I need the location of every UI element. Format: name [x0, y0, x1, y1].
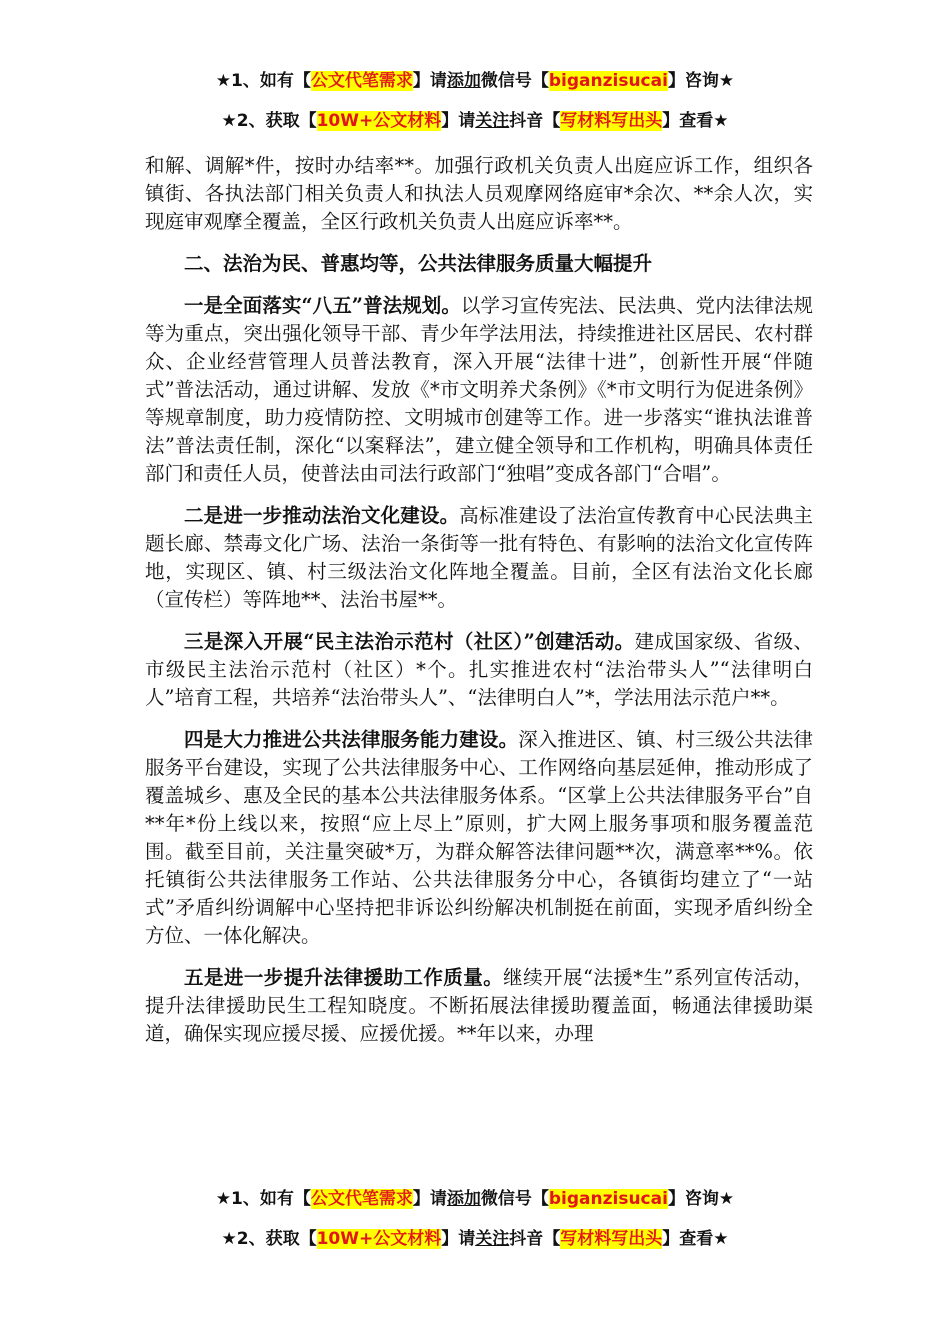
paragraph-continued: 和解、调解*件，按时办结率**。加强行政机关负责人出庭应诉工作，组织各镇街、各执法部门相关负责人和执法人员观摩网络庭审*余次、**余人次，实现庭审观摩全覆盖，全区行政机关负责人出庭应诉率**。 [145, 154, 813, 233]
banner-text: 】请 [412, 1189, 447, 1209]
banner-text: 】请 [412, 71, 447, 91]
item-text: 继续开展“法援*生”系列宣传活动，提升法律援助民生工程知晓度。不断拓展法律援助覆盖面，畅通法律援助渠道，确保实现应援尽援、应援优援。**年以来，办理 [145, 966, 813, 1045]
banner-text: 】查看★ [662, 111, 729, 131]
footer-banner-line-1 [0, 1186, 950, 1212]
item-text: 高标准建设了法治宣传教育中心民法典主题长廊、禁毒文化广场、法治一条街等一批有特色、有影响的法治文化宣传阵地，实现区、镇、村三级法治文化阵地全覆盖。目前，全区有法治文化长廊（宣传栏）等阵地**、法治书屋**。 [145, 504, 813, 611]
paragraph-item-3 [145, 628, 813, 712]
underlined-follow: 关注 [475, 1229, 510, 1249]
highlight-writing-service: 公文代笔需求 [310, 1189, 413, 1209]
underlined-add: 添加 [446, 1189, 481, 1209]
banner-text: 】请 [441, 111, 476, 131]
highlight-writing-service: 公文代笔需求 [310, 71, 413, 91]
underlined-add: 添加 [446, 71, 481, 91]
section-heading: 二、法治为民、普惠均等，公共法律服务质量大幅提升 [184, 252, 653, 275]
item-lead: 二是进一步推动法治文化建设。 [184, 504, 460, 527]
item-text: 建成国家级、省级、市级民主法治示范村（社区）*个。扎实推进农村“法治带头人”“法律明白人”培育工程，共培养“法治带头人”、“法律明白人”*，学法用法示范户**。 [145, 630, 813, 709]
header-banner-line-1 [0, 68, 950, 94]
paragraph-item-5 [145, 964, 813, 1048]
banner-text: 抖音【 [509, 1229, 561, 1249]
banner-text: ★2、获取【 [221, 1229, 317, 1249]
banner-text: 微信号【 [480, 71, 549, 91]
document-body [145, 152, 813, 1062]
banner-text: ★1、如有【 [215, 71, 311, 91]
banner-text: 微信号【 [480, 1189, 549, 1209]
footer-banner-line-2 [0, 1226, 950, 1252]
banner-text: ★2、获取【 [221, 111, 317, 131]
item-text: 以学习宣传宪法、民法典、党内法律法规等为重点，突出强化领导干部、青少年学法用法，持续推进社区居民、农村群众、企业经营管理人员普法教育，深入开展“法律十进”，创新性开展“伴随式”普法活动，通过讲解、发放《*市文明养犬条例》《*市文明行为促进条例》等规章制度，助力疫情防控、文明城市创建等工作。进一步落实“谁执法谁普法”普法责任制，深化“以案释法”，建立健全领导和工作机构，明确具体责任部门和责任人员，使普法由司法行政部门“独唱”变成各部门“合唱”。 [145, 294, 813, 485]
item-text: 深入推进区、镇、村三级公共法律服务平台建设，实现了公共法律服务中心、工作网络向基层延伸，推动形成了覆盖城乡、惠及全民的基本公共法律服务体系。“区掌上公共法律服务平台”自**年*份上线以来，按照“应上尽上”原则，扩大网上服务事项和服务覆盖范围。截至目前，关注量突破*万，为群众解答法律问题**次，满意率**%。依托镇街公共法律服务工作站、公共法律服务分中心，各镇街均建立了“一站式”矛盾纠纷调解中心坚持把非诉讼纠纷解决机制挺在前面，实现矛盾纠纷全方位、一体化解决。 [145, 728, 813, 947]
item-lead: 五是进一步提升法律援助工作质量。 [184, 966, 504, 989]
banner-text: 抖音【 [509, 111, 561, 131]
banner-text: ★1、如有【 [215, 1189, 311, 1209]
banner-text: 】查看★ [662, 1229, 729, 1249]
item-lead: 四是大力推进公共法律服务能力建设。 [184, 728, 519, 751]
paragraph-item-4 [145, 726, 813, 950]
highlight-wechat-id: biganzisucai [548, 71, 668, 91]
banner-text: 】咨询★ [667, 71, 735, 91]
highlight-materials: 10W+公文材料 [316, 1229, 442, 1249]
underlined-follow: 关注 [475, 111, 510, 131]
highlight-wechat-id: biganzisucai [548, 1189, 668, 1209]
banner-text: 】咨询★ [667, 1189, 735, 1209]
item-lead: 一是全面落实“八五”普法规划。 [184, 294, 461, 317]
highlight-materials: 10W+公文材料 [316, 111, 442, 131]
banner-text: 】请 [441, 1229, 476, 1249]
item-lead: 三是深入开展“民主法治示范村（社区）”创建活动。 [184, 630, 635, 653]
highlight-douyin-account: 写材料写出头 [560, 1229, 663, 1249]
highlight-douyin-account: 写材料写出头 [560, 111, 663, 131]
paragraph-item-1 [145, 292, 813, 488]
header-banner-line-2 [0, 108, 950, 134]
paragraph-item-2 [145, 502, 813, 614]
